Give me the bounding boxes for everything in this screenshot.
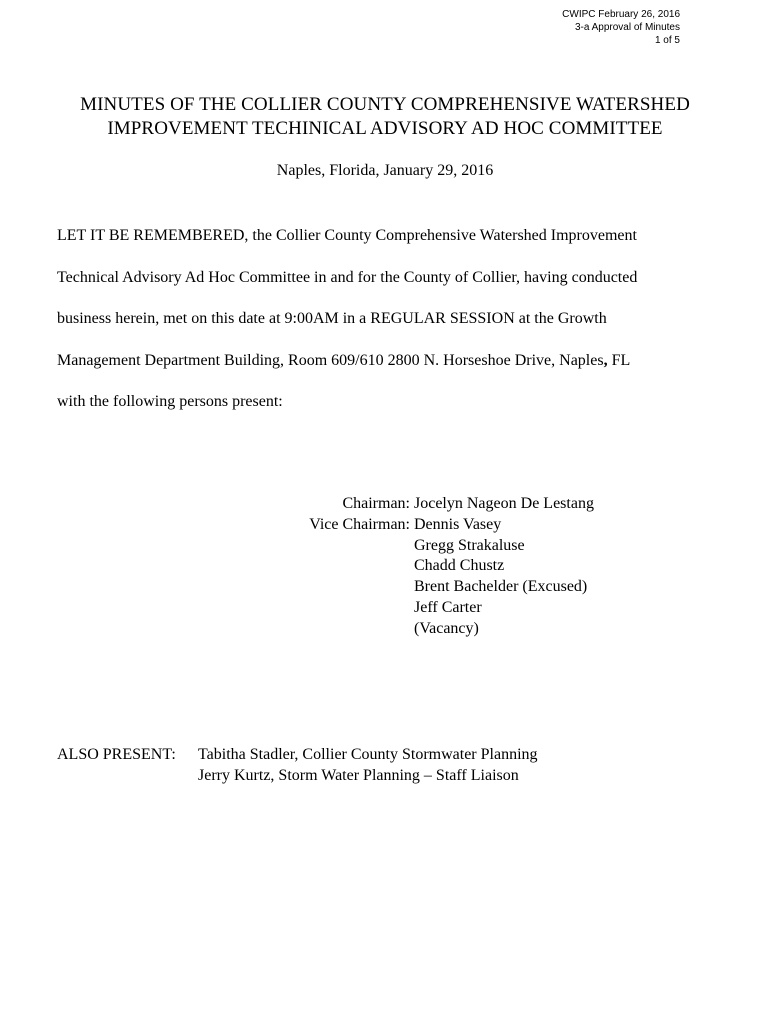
also-present-person: Jerry Kurtz, Storm Water Planning – Staff Liaison — [198, 767, 519, 784]
bold-comma: , — [603, 351, 608, 369]
title-line-1: MINUTES OF THE COLLIER COUNTY COMPREHENSIVE WATERSHED — [80, 94, 690, 115]
dateline: Naples, Florida, January 29, 2016 — [276, 162, 494, 179]
paragraph-line: Technical Advisory Ad Hoc Committee in and for the County of Collier, having conducted — [57, 268, 638, 286]
title-line-2: IMPROVEMENT TECHINICAL ADVISORY AD HOC COMMITTEE — [107, 118, 663, 139]
member-row — [0, 619, 770, 640]
member-row — [0, 556, 770, 577]
member-role: Chairman: — [342, 495, 410, 512]
paragraph-line-text: Management Department Building, Room 609/610 2800 N. Horseshoe Drive, Naples — [57, 351, 604, 369]
opening-paragraph — [57, 224, 717, 432]
member-name: Jocelyn Nageon De Lestang — [414, 495, 594, 512]
meeting-reference: CWIPC February 26, 2016 — [562, 9, 680, 20]
member-row — [0, 577, 770, 598]
members-present-list — [0, 494, 770, 640]
member-name: Jeff Carter — [414, 598, 482, 616]
document-title — [0, 93, 770, 141]
member-name: (Vacancy) — [414, 619, 479, 637]
paragraph-line — [57, 349, 717, 391]
member-row — [0, 494, 770, 515]
paragraph-line-tail: FL — [607, 351, 631, 369]
page-header — [562, 8, 680, 47]
member-row — [0, 515, 770, 536]
member-row — [0, 598, 770, 619]
member-name: Dennis Vasey — [414, 515, 502, 533]
paragraph-line: with the following persons present: — [57, 393, 283, 410]
paragraph-line: business herein, met on this date at 9:00AM in a REGULAR SESSION at the Growth — [57, 310, 607, 327]
member-name: Brent Bachelder (Excused) — [414, 578, 588, 596]
also-present-person: Tabitha Stadler, Collier County Stormwater Planning — [198, 746, 538, 763]
page-number: 1 of 5 — [654, 35, 680, 46]
also-present-label: ALSO PRESENT: — [57, 746, 176, 763]
agenda-item: 3-a Approval of Minutes — [574, 22, 680, 33]
paragraph-line: LET IT BE REMEMBERED, the Collier County Comprehensive Watershed Improvement — [57, 227, 637, 244]
member-name: Chadd Chustz — [414, 557, 505, 575]
member-name: Gregg Strakaluse — [414, 536, 525, 554]
member-role: Vice Chairman: — [309, 515, 410, 533]
member-row — [0, 536, 770, 557]
